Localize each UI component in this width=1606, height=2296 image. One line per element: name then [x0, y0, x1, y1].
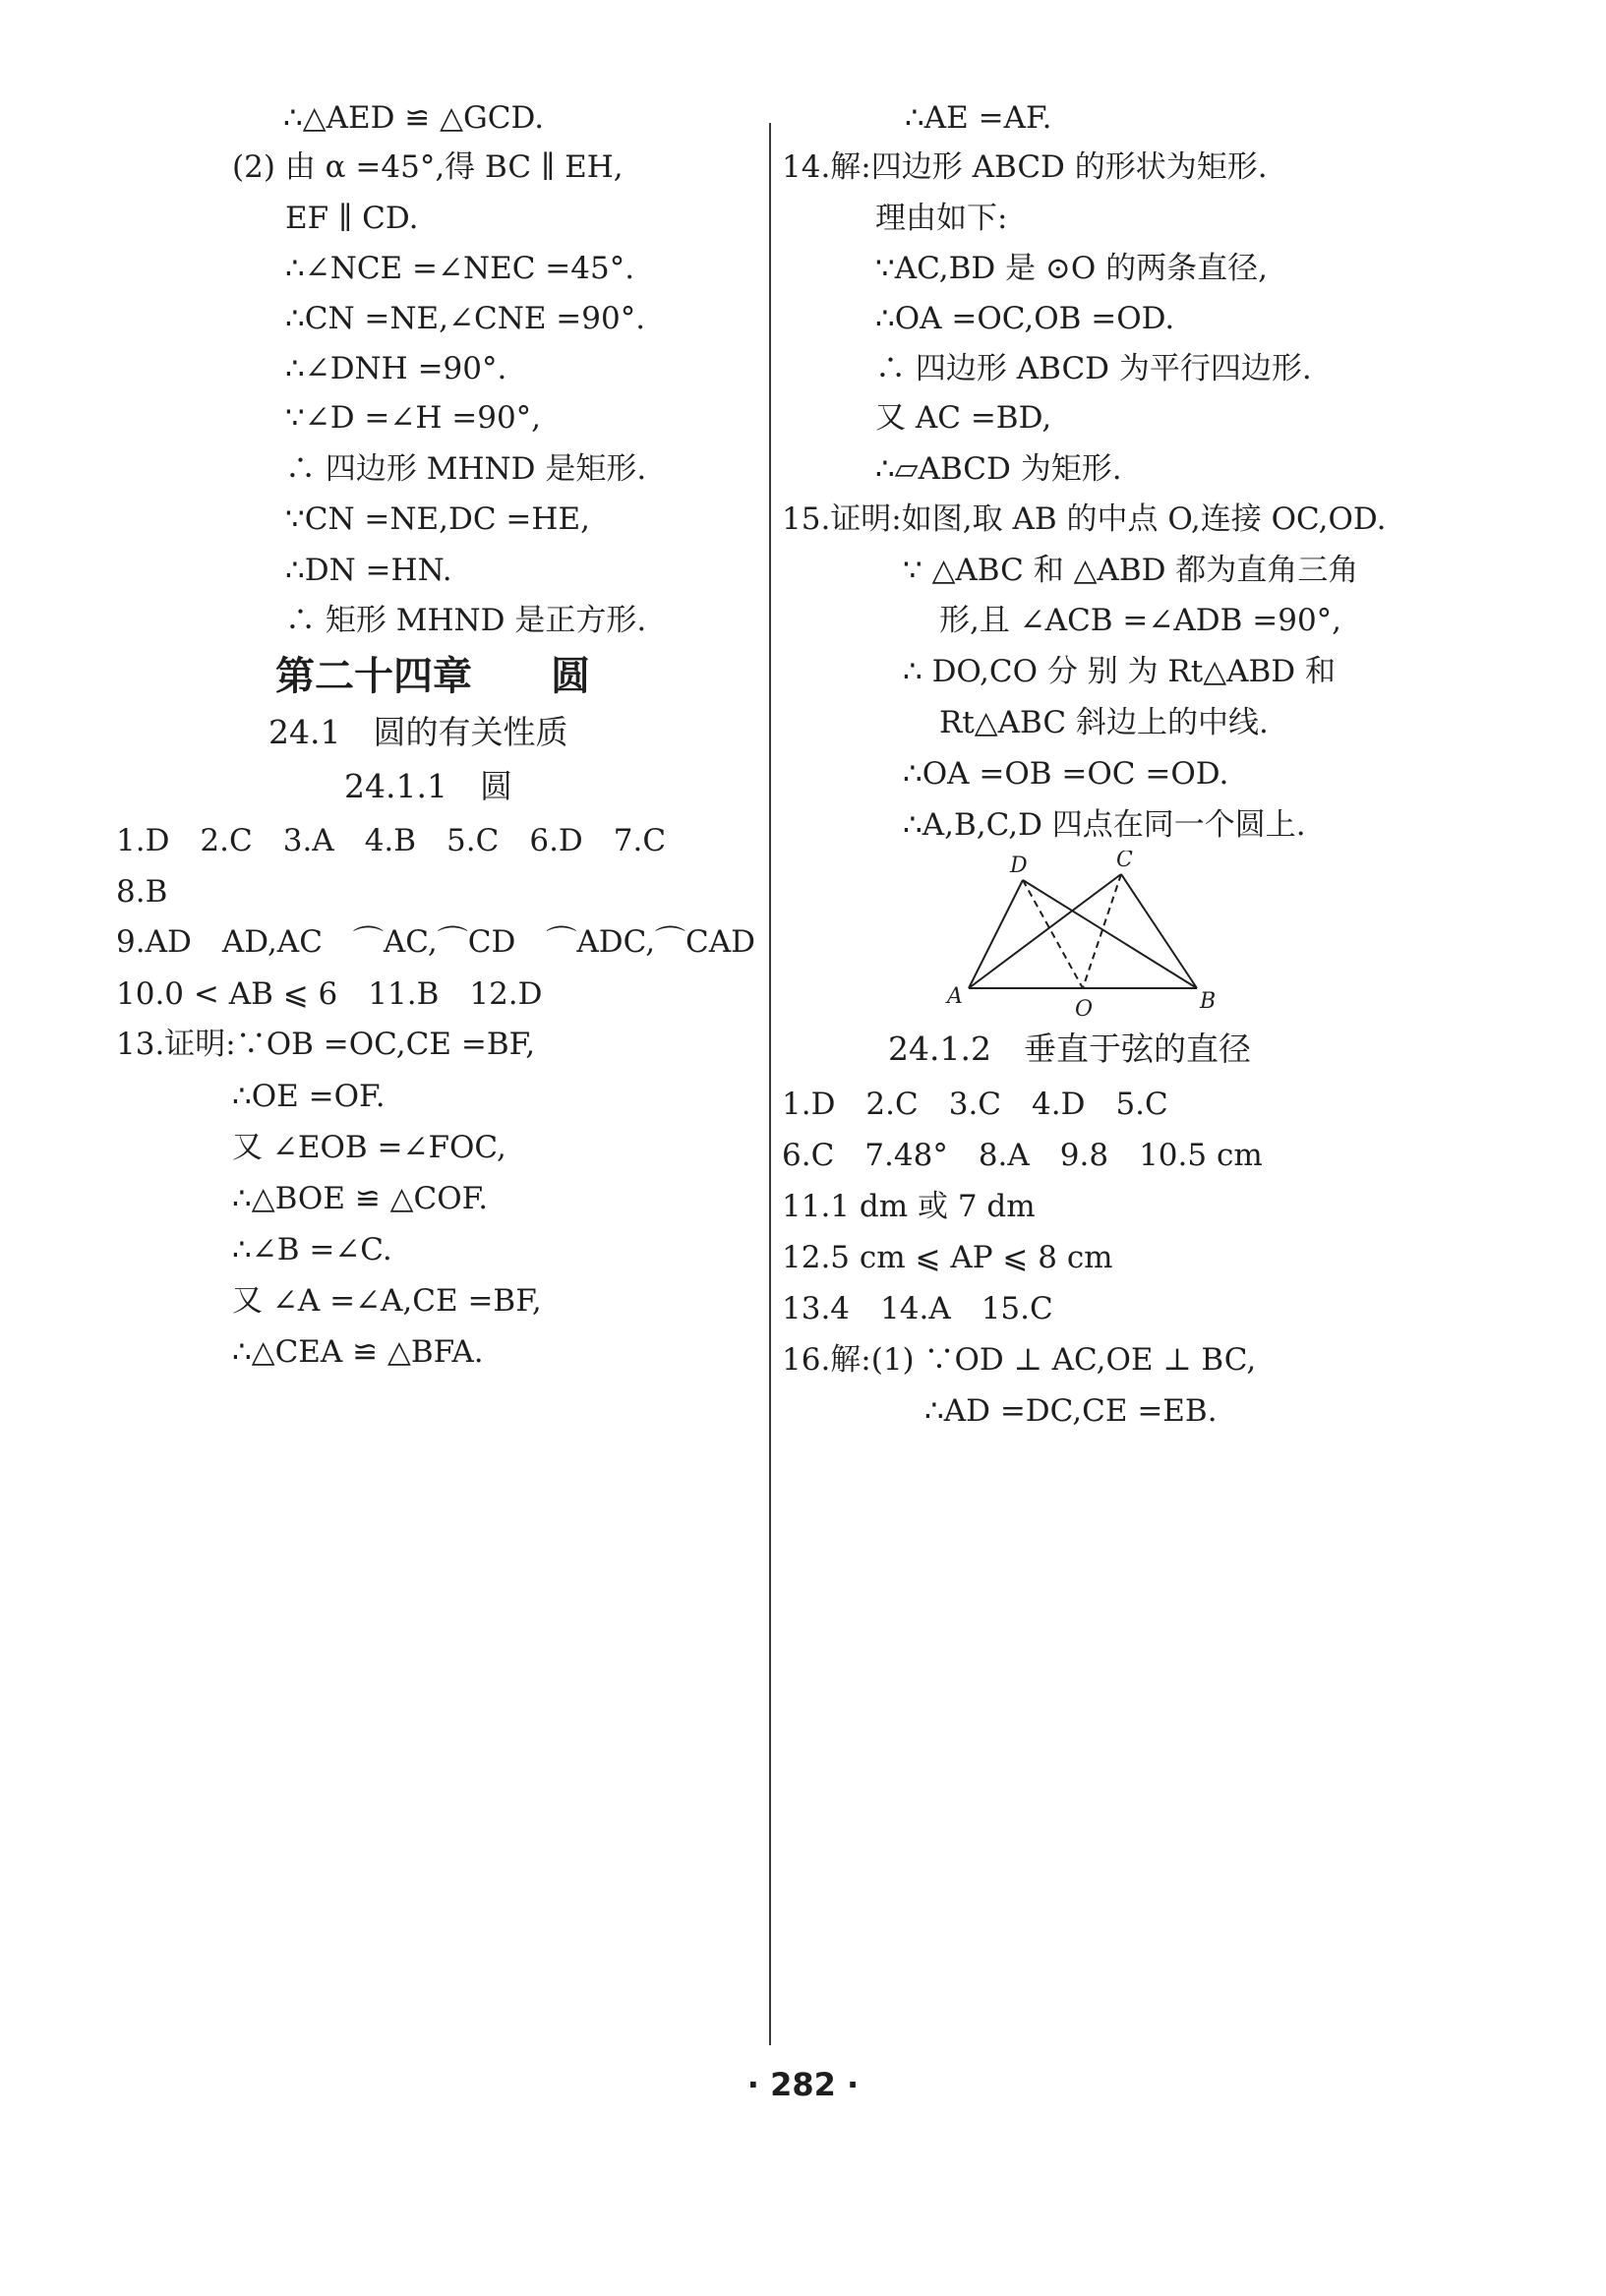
text-line: ∴OA =OB =OC =OD. [903, 756, 1229, 792]
text-line: ∴ 四边形 MHND 是矩形. [285, 451, 647, 487]
text-line: ∴OA =OC,OB =OD. [875, 301, 1175, 336]
answer-line: 13.4 14.A 15.C [782, 1291, 1053, 1326]
text-line: (2) 由 α =45°,得 BC ∥ EH, [232, 149, 624, 185]
text-line: ∴∠B =∠C. [232, 1232, 392, 1267]
text-line: ∴▱ABCD 为矩形. [875, 451, 1122, 487]
text-line: ∵CN =NE,DC =HE, [285, 501, 590, 537]
text-line: ∴AD =DC,CE =EB. [924, 1393, 1218, 1429]
text-line: 14.解:四边形 ABCD 的形状为矩形. [782, 149, 1268, 185]
text-line: ∵AC,BD 是 ⊙O 的两条直径, [875, 251, 1269, 286]
text-line: 理由如下: [875, 201, 1008, 236]
geometry-figure [939, 851, 1224, 1023]
text-line: ∵ △ABC 和 △ABD 都为直角三角 [903, 553, 1359, 588]
answer-line: 1.D 2.C 3.A 4.B 5.C 6.D 7.C [116, 823, 667, 858]
answer-line: 8.B [116, 874, 168, 910]
column-divider [769, 123, 771, 2045]
text-line: 又 ∠A =∠A,CE =BF, [232, 1283, 542, 1319]
text-line: 又 AC =BD, [875, 400, 1052, 436]
text-line: ∵∠D =∠H =90°, [285, 400, 542, 436]
answer-line: 12.5 cm ⩽ AP ⩽ 8 cm [782, 1240, 1113, 1275]
page-number: · 282 · [746, 2066, 860, 2103]
text-line: ∴OE =OF. [232, 1079, 386, 1114]
label-a: A [947, 984, 963, 1009]
label-b: B [1200, 989, 1217, 1014]
text-line: ∴△CEA ≌ △BFA. [232, 1334, 484, 1370]
label-d: D [1010, 854, 1028, 878]
text-line: ∴A,B,C,D 四点在同一个圆上. [903, 807, 1306, 843]
text-line: ∴△BOE ≌ △COF. [232, 1181, 489, 1216]
text-line: ∴AE =AF. [905, 100, 1052, 136]
subsection-title: 24.1.1 圆 [344, 767, 512, 805]
answer-line: 11.1 dm 或 7 dm [782, 1189, 1036, 1224]
text-line: 又 ∠EOB =∠FOC, [232, 1130, 506, 1165]
text-line: ∴△AED ≌ △GCD. [283, 100, 545, 136]
text-line: ∴ DO,CO 分 别 为 Rt△ABD 和 [903, 654, 1336, 689]
answer-line: 6.C 7.48° 8.A 9.8 10.5 cm [782, 1138, 1263, 1173]
text-line: 形,且 ∠ACB =∠ADB =90°, [939, 603, 1342, 638]
subsection-title: 24.1.2 垂直于弦的直径 [888, 1030, 1251, 1068]
section-title: 24.1 圆的有关性质 [268, 713, 568, 751]
text-line: ∴∠NCE =∠NEC =45°. [285, 251, 635, 286]
label-c: C [1116, 851, 1133, 872]
text-line: ∴ 四边形 ABCD 为平行四边形. [875, 351, 1312, 386]
text-line: 16.解:(1) ∵OD ⊥ AC,OE ⊥ BC, [782, 1342, 1257, 1378]
text-line: ∴CN =NE,∠CNE =90°. [285, 301, 646, 336]
text-line: ∴DN =HN. [285, 553, 452, 588]
text-line: EF ∥ CD. [285, 201, 419, 236]
chapter-title: 第二十四章 圆 [275, 654, 590, 699]
label-o: O [1075, 997, 1094, 1022]
answer-line: 1.D 2.C 3.C 4.D 5.C [782, 1087, 1168, 1122]
text-line: Rt△ABC 斜边上的中线. [939, 705, 1269, 740]
text-line: 13.证明:∵OB =OC,CE =BF, [116, 1027, 536, 1062]
answer-line: 10.0 < AB ⩽ 6 11.B 12.D [116, 976, 543, 1012]
text-line: 15.证明:如图,取 AB 的中点 O,连接 OC,OD. [782, 501, 1387, 537]
text-line: ∴∠DNH =90°. [285, 351, 507, 386]
text-line: ∴ 矩形 MHND 是正方形. [285, 603, 647, 638]
answer-line: 9.AD AD,AC ⌒AC,⌒CD ⌒ADC,⌒CAD [116, 924, 756, 960]
